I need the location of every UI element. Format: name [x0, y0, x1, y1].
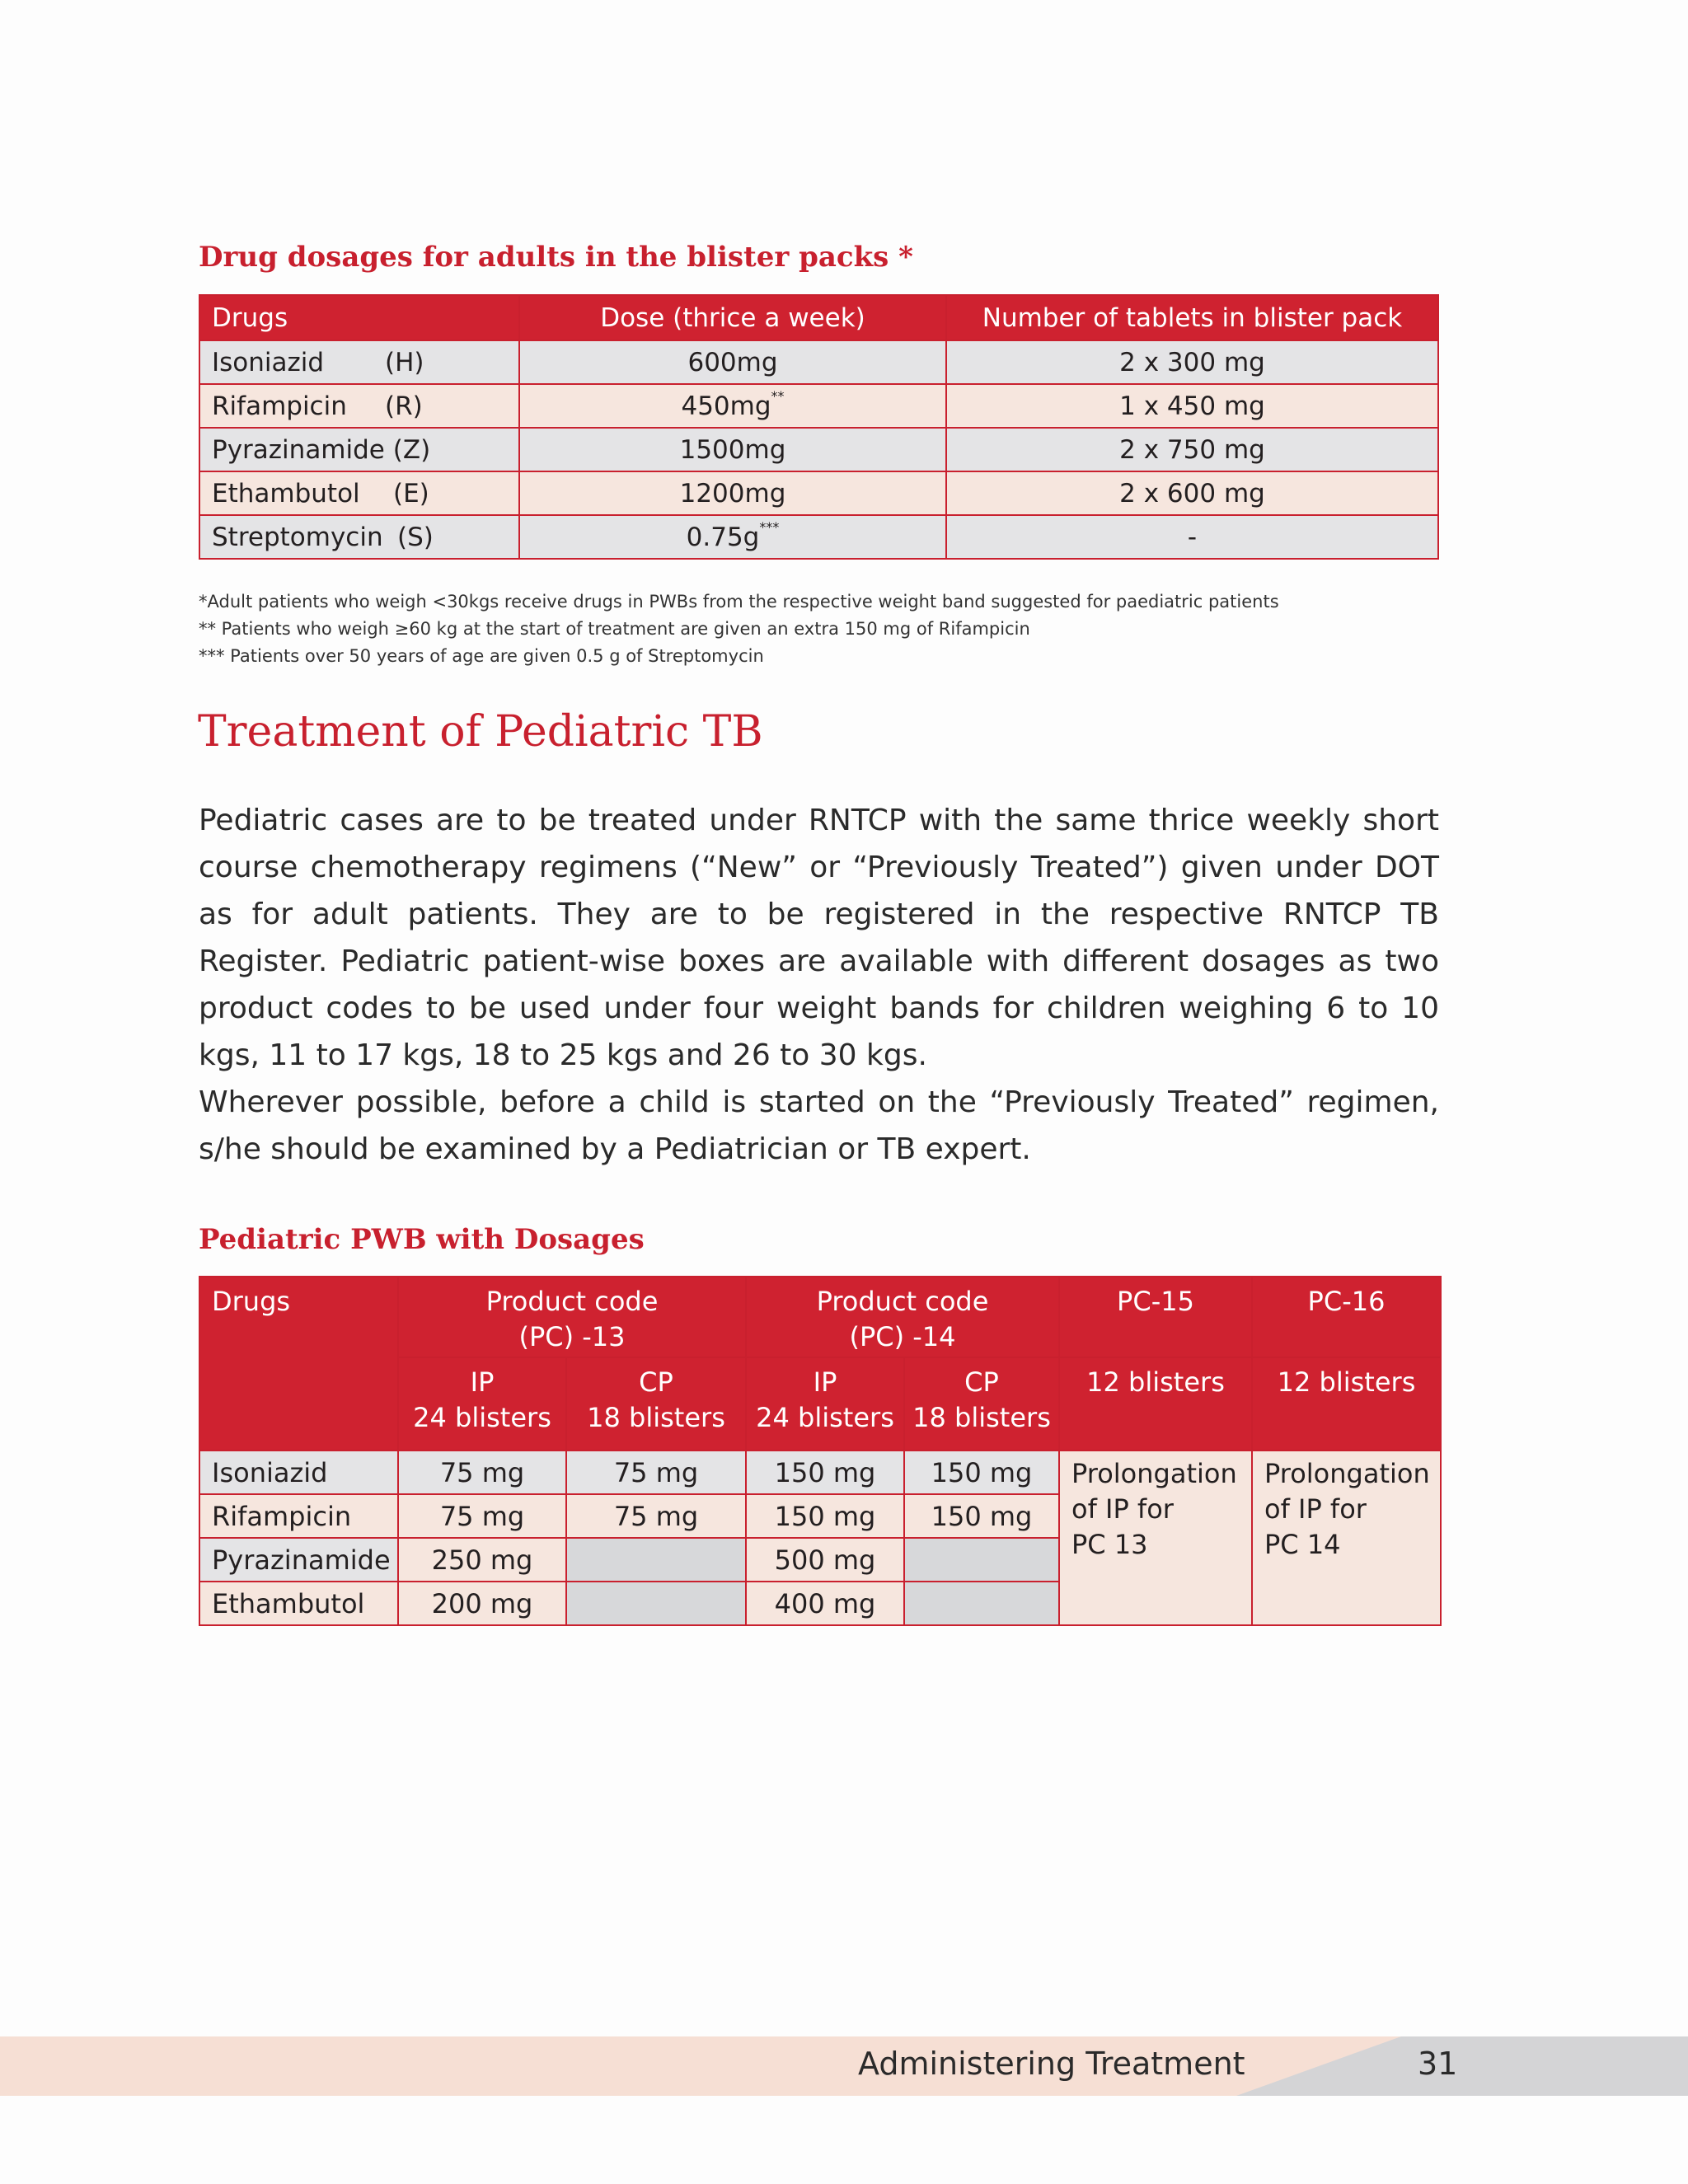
table-row [199, 1451, 1441, 1494]
subheader-ip: IP 24 blisters [398, 1357, 566, 1451]
dose-cell: 1500mg [519, 428, 946, 471]
footnote: ** Patients who weigh ≥60 kg at the start of treatment are given an extra 150 mg of Rifampicin [199, 619, 1030, 639]
col-header-pc15: PC-15 [1059, 1277, 1252, 1357]
drug-cell: Pyrazinamide (Z) [199, 428, 519, 471]
drug-cell: Isoniazid [199, 1451, 398, 1494]
col-header-dose: Dose (thrice a week) [519, 295, 946, 340]
col-header-tablets: Number of tablets in blister pack [946, 295, 1438, 340]
dose-cell: 250 mg [398, 1538, 566, 1582]
dose-cell: 0.75g*** [519, 515, 946, 559]
footnote: *** Patients over 50 years of age are given 0.5 g of Streptomycin [199, 646, 764, 666]
col-header-pc16: PC-16 [1252, 1277, 1441, 1357]
table-row [199, 515, 1438, 559]
table1-footnotes [199, 588, 1279, 670]
table1-heading: Drug dosages for adults in the blister packs * [199, 241, 913, 274]
drug-cell: Rifampicin [199, 1494, 398, 1538]
subheader-blisters: 12 blisters [1252, 1357, 1441, 1451]
table-row [199, 428, 1438, 471]
dose-cell: 450mg** [519, 384, 946, 428]
col-header-drugs: Drugs [199, 1277, 398, 1451]
table-header-row [199, 1277, 1441, 1357]
section-title: Treatment of Pediatric TB [198, 707, 763, 757]
empty-cell [566, 1582, 746, 1625]
dose-cell: 150 mg [904, 1451, 1059, 1494]
table-row [199, 471, 1438, 515]
page-number: 31 [1418, 2046, 1458, 2082]
col-header-pc14: Product code (PC) -14 [746, 1277, 1059, 1357]
paragraph: Pediatric cases are to be treated under RNTCP with the same thrice weekly short course chemotherapy regimens (“New” or “Previously Treated”) given under DOT as for adult patients. They are to be registered in the respective RNTCP TB Register. Pediatric patient-wise boxes are available with different dosages as two product codes to be used under four weight bands for children weighing 6 to 10 kgs, 11 to 17 kgs, 18 to 25 kgs and 26 to 30 kgs. [199, 804, 1439, 1072]
paragraph: Wherever possible, before a child is started on the “Previously Treated” regimen, s/he should be examined by a Pediatrician or TB expert. [199, 1085, 1439, 1166]
dose-cell: 600mg [519, 340, 946, 384]
col-header-drugs: Drugs [199, 295, 519, 340]
drug-cell: Streptomycin (S) [199, 515, 519, 559]
drug-cell: Rifampicin (R) [199, 384, 519, 428]
subheader-ip: IP 24 blisters [746, 1357, 904, 1451]
subheader-cp: CP 18 blisters [904, 1357, 1059, 1451]
drug-cell: Isoniazid (H) [199, 340, 519, 384]
tablets-cell: 2 x 300 mg [946, 340, 1438, 384]
footer-section-title: Administering Treatment [858, 2046, 1245, 2082]
pc15-note: Prolongation of IP for PC 13 [1059, 1451, 1252, 1625]
empty-cell [566, 1538, 746, 1582]
tablets-cell: 2 x 600 mg [946, 471, 1438, 515]
dose-cell: 75 mg [566, 1494, 746, 1538]
dose-cell: 150 mg [904, 1494, 1059, 1538]
dose-cell: 75 mg [566, 1451, 746, 1494]
tablets-cell: 2 x 750 mg [946, 428, 1438, 471]
dose-cell: 400 mg [746, 1582, 904, 1625]
pc16-note: Prolongation of IP for PC 14 [1252, 1451, 1441, 1625]
tablets-cell: 1 x 450 mg [946, 384, 1438, 428]
empty-cell [904, 1538, 1059, 1582]
drug-cell: Ethambutol (E) [199, 471, 519, 515]
dose-cell: 75 mg [398, 1494, 566, 1538]
col-header-pc13: Product code (PC) -13 [398, 1277, 746, 1357]
footnote: *Adult patients who weigh <30kgs receive drugs in PWBs from the respective weight band suggested for paediatric patients [199, 592, 1279, 612]
tablets-cell: - [946, 515, 1438, 559]
drug-cell: Pyrazinamide [199, 1538, 398, 1582]
footer-accent [1236, 2036, 1688, 2096]
dose-cell: 200 mg [398, 1582, 566, 1625]
dose-cell: 150 mg [746, 1494, 904, 1538]
adult-dosage-table [199, 294, 1439, 560]
table2-heading: Pediatric PWB with Dosages [199, 1223, 645, 1256]
dose-cell: 1200mg [519, 471, 946, 515]
pediatric-pwb-table [199, 1276, 1442, 1626]
dose-cell: 75 mg [398, 1451, 566, 1494]
dose-cell: 500 mg [746, 1538, 904, 1582]
subheader-blisters: 12 blisters [1059, 1357, 1252, 1451]
table-header-row [199, 295, 1438, 340]
table-row [199, 340, 1438, 384]
drug-cell: Ethambutol [199, 1582, 398, 1625]
empty-cell [904, 1582, 1059, 1625]
subheader-cp: CP 18 blisters [566, 1357, 746, 1451]
dose-cell: 150 mg [746, 1451, 904, 1494]
table-row [199, 384, 1438, 428]
